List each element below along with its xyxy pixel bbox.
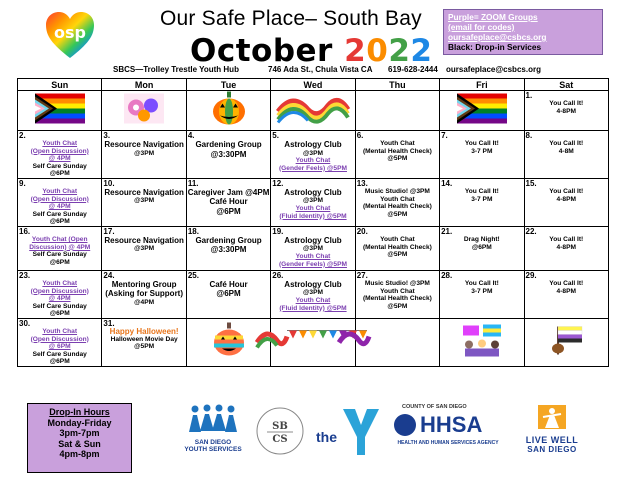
- event-list: [18, 179, 101, 226]
- event-text: @5PM: [387, 210, 408, 218]
- weekday-thu: Thu: [355, 79, 439, 91]
- zoom-event-text[interactable]: Discussion) @ 4PM: [29, 243, 91, 251]
- day-cell: [271, 270, 355, 318]
- event-text: Self Care Sunday: [32, 350, 87, 358]
- event-list: [356, 271, 439, 310]
- sdys-line2: YOUTH SERVICES: [184, 446, 242, 453]
- day-cell: [355, 131, 439, 179]
- event-list: [356, 179, 439, 218]
- day-cell: [524, 131, 608, 179]
- event-text: Self Care Sunday: [32, 162, 87, 170]
- pride-crowd-image: [457, 323, 507, 362]
- holiday-text: Happy Halloween!: [109, 326, 179, 336]
- event-text: @3PM: [134, 245, 155, 253]
- event-text: 3-7 PM: [471, 287, 493, 295]
- week-row: [18, 226, 609, 270]
- event-text: Astrology Club: [284, 279, 342, 289]
- event-text: @3:30PM: [210, 245, 247, 255]
- event-text: @6PM: [49, 258, 70, 266]
- event-text: 4-8PM: [556, 287, 576, 295]
- zoom-event-text[interactable]: (Open Discussion): [30, 287, 89, 295]
- ymca-logo: [313, 407, 383, 457]
- org-title: Our Safe Place– South Bay: [160, 7, 422, 30]
- calendar-grid: [17, 78, 609, 367]
- event-text: Mentoring Group: [111, 279, 177, 289]
- event-list: [525, 179, 608, 203]
- year-digit: 2: [410, 33, 433, 69]
- day-cell: [355, 226, 439, 270]
- event-text: Astrology Club: [284, 140, 342, 149]
- day-number: 13.: [356, 178, 368, 188]
- event-list: [271, 227, 354, 268]
- event-text: Astrology Club: [284, 187, 342, 197]
- day-number: 26.: [272, 270, 284, 280]
- event-text: You Call It!: [549, 235, 584, 243]
- event-text: @5PM: [387, 251, 408, 259]
- day-cell: [18, 131, 102, 179]
- event-text: 4-8M: [558, 147, 574, 155]
- day-cell: [186, 270, 270, 318]
- day-number: 20.: [356, 226, 368, 236]
- day-cell: [440, 131, 524, 179]
- event-text: @3PM: [134, 149, 155, 157]
- zoom-event-text[interactable]: (Open Discussion): [30, 335, 89, 343]
- zoom-event-text[interactable]: @ 4PM: [48, 203, 71, 211]
- progress-pride-flag-image: [457, 93, 507, 128]
- sbcs-logo: [255, 403, 305, 461]
- zoom-event-text[interactable]: Youth Chat: [42, 327, 78, 335]
- day-cell: [102, 178, 186, 226]
- event-text: (Mental Health Check): [362, 147, 432, 155]
- event-text: You Call It!: [464, 187, 499, 195]
- legend-box: [443, 9, 603, 55]
- event-text: You Call It!: [464, 140, 499, 147]
- zoom-event-text[interactable]: (Fluid Identity) @5PM: [279, 212, 347, 220]
- month-word: October: [190, 33, 333, 69]
- event-list: [102, 319, 185, 351]
- day-number: 30.: [19, 318, 31, 328]
- day-number: 27.: [356, 270, 368, 280]
- event-text: You Call It!: [549, 279, 584, 287]
- dropin-title: Drop-In Hours: [49, 407, 110, 417]
- day-cell: [186, 131, 270, 179]
- event-list: [187, 131, 270, 159]
- event-text: 4-8PM: [556, 107, 576, 115]
- ymca-y-icon: [341, 407, 381, 457]
- month-title: [190, 33, 432, 69]
- art-cell: [18, 91, 102, 131]
- weekday-mon: Mon: [102, 79, 186, 91]
- event-text: Youth Chat: [380, 195, 415, 203]
- event-text: Self Care Sunday: [32, 251, 87, 259]
- day-cell: [18, 318, 102, 366]
- day-cell: [186, 178, 270, 226]
- event-list: [102, 227, 185, 253]
- event-text: @3PM: [302, 289, 323, 297]
- event-list: [18, 319, 101, 366]
- event-text: Café Hour: [209, 279, 248, 289]
- progress-pride-flag-image: [35, 93, 85, 128]
- event-list: [102, 131, 185, 157]
- day-number: 3.: [103, 131, 111, 140]
- weekday-wed: Wed: [271, 79, 355, 91]
- event-list: [18, 131, 101, 178]
- week-row: [18, 270, 609, 318]
- day-number: 7.: [441, 131, 448, 140]
- dropin-line2: 3pm-7pm: [59, 428, 100, 438]
- day-number: 18.: [187, 226, 199, 236]
- event-text: Gardening Group: [195, 235, 262, 245]
- event-text: @6PM: [49, 170, 70, 178]
- event-text: @6PM: [216, 206, 241, 216]
- event-text: Music Studio! @3PM: [364, 187, 430, 195]
- event-text: Café Hour: [209, 197, 248, 207]
- legend-dropin: Black: Drop-in Services: [448, 42, 542, 52]
- event-text: @4PM: [134, 298, 155, 306]
- day-cell: [440, 270, 524, 318]
- event-list: [440, 131, 523, 155]
- weekday-tue: Tue: [186, 79, 270, 91]
- art-cell: [271, 318, 355, 366]
- event-text: @3:30PM: [210, 149, 247, 159]
- event-text: 3-7 PM: [471, 147, 493, 155]
- week-row: [18, 131, 609, 179]
- day-number: 10.: [103, 178, 115, 188]
- event-list: [440, 227, 523, 251]
- event-list: [525, 131, 608, 155]
- day-cell: [355, 270, 439, 318]
- zoom-event-text[interactable]: Youth Chat: [295, 297, 331, 305]
- day-number: 29.: [525, 270, 537, 280]
- sbcs-top: SB: [272, 421, 288, 432]
- event-text: @6PM: [471, 243, 492, 251]
- day-cell: [102, 318, 186, 366]
- event-text: Youth Chat: [380, 287, 415, 295]
- event-list: [18, 271, 101, 318]
- year-digit: 2: [388, 33, 411, 69]
- weekday-sat: Sat: [524, 79, 608, 91]
- zoom-event-text[interactable]: (Open Discussion): [30, 147, 89, 155]
- day-number: 14.: [441, 178, 453, 188]
- art-cell: [355, 318, 439, 366]
- event-text: Halloween Movie Day: [110, 335, 178, 343]
- site-name: SBCS—Trolley Trestle Youth Hub: [113, 65, 239, 74]
- event-list: [525, 271, 608, 295]
- day-number: 6.: [356, 131, 364, 140]
- phone: 619-628-2444: [388, 65, 438, 74]
- zoom-event-text[interactable]: @ 4PM: [48, 295, 71, 303]
- art-cell: [102, 91, 186, 131]
- art-cell: [524, 318, 608, 366]
- year-digit: 0: [366, 33, 389, 69]
- zoom-event-text[interactable]: Youth Chat: [295, 253, 331, 261]
- event-text: Resource Navigation: [104, 235, 184, 245]
- zoom-event-text[interactable]: Youth Chat: [295, 157, 331, 165]
- event-list: [18, 227, 101, 266]
- psychedelic-art-image: [124, 93, 164, 128]
- dropin-hours-box: [27, 403, 132, 473]
- day-cell: [271, 131, 355, 179]
- event-text: @3PM: [302, 245, 323, 253]
- event-text: (Mental Health Check): [362, 295, 432, 303]
- sdys-line1: SAN DIEGO: [194, 439, 232, 446]
- sdys-logo: [178, 404, 248, 453]
- event-list: [102, 179, 185, 205]
- zoom-event-text[interactable]: (Gender Feels) @5PM: [278, 260, 347, 268]
- zoom-event-text[interactable]: (Fluid Identity) @5PM: [279, 304, 347, 312]
- week-row: [18, 178, 609, 226]
- legend-zoom: Purple= ZOOM Groups: [448, 12, 538, 22]
- day-number: 24.: [103, 270, 115, 280]
- event-text: @6PM: [49, 310, 70, 318]
- event-text: You Call It!: [549, 140, 584, 147]
- event-text: Music Studio! @3PM: [364, 279, 430, 287]
- zoom-event-text[interactable]: Youth Chat: [42, 279, 78, 287]
- nonbinary-flag-hand-image: [546, 323, 586, 362]
- event-text: Self Care Sunday: [32, 302, 87, 310]
- year: [344, 33, 432, 69]
- event-list: [187, 271, 270, 299]
- rainbow-pumpkin-2-image: [212, 322, 246, 363]
- event-text: @3PM: [302, 197, 323, 205]
- livewell-icon: [537, 404, 567, 430]
- day-cell: [18, 270, 102, 318]
- event-text: Resource Navigation: [104, 187, 184, 197]
- weekday-fri: Fri: [440, 79, 524, 91]
- zoom-event-text[interactable]: @ 4PM: [48, 155, 71, 163]
- zoom-event-text[interactable]: @ 6PM: [48, 343, 71, 351]
- event-list: [440, 179, 523, 203]
- day-number: 19.: [272, 226, 284, 236]
- zoom-event-text[interactable]: Youth Chat (Open: [31, 235, 88, 243]
- event-list: [525, 91, 608, 115]
- event-text: (Mental Health Check): [362, 243, 432, 251]
- day-cell: [271, 226, 355, 270]
- legend-email[interactable]: oursafeplace@csbcs.org: [448, 32, 547, 42]
- event-list: [271, 131, 354, 172]
- county-seal-icon: [394, 414, 416, 436]
- event-text: (Asking for Support): [105, 289, 184, 299]
- art-cell: [440, 91, 524, 131]
- event-text: Drag Night!: [463, 235, 500, 243]
- dropin-line3: Sat & Sun: [58, 438, 101, 449]
- event-list: [187, 179, 270, 217]
- day-number: 4.: [187, 131, 195, 140]
- zoom-event-text[interactable]: Youth Chat: [42, 187, 78, 195]
- event-list: [440, 271, 523, 295]
- event-text: 4-8PM: [556, 243, 576, 251]
- event-text: @3PM: [302, 149, 323, 157]
- day-cell: [440, 178, 524, 226]
- week-row: [18, 318, 609, 366]
- zoom-event-text[interactable]: (Open Discussion): [30, 195, 89, 203]
- day-number: 28.: [441, 270, 453, 280]
- event-text: Youth Chat: [380, 235, 415, 243]
- day-number: 16.: [19, 226, 31, 236]
- address: 746 Ada St., Chula Vista CA: [268, 65, 373, 74]
- day-number: 9.: [19, 178, 26, 188]
- art-cell: [271, 91, 355, 131]
- hhsa-sub: HEALTH AND HUMAN SERVICES AGENCY: [397, 440, 499, 446]
- day-cell: [355, 178, 439, 226]
- event-text: You Call It!: [464, 279, 499, 287]
- day-number: 5.: [272, 131, 279, 140]
- event-list: [525, 227, 608, 251]
- zoom-event-text[interactable]: Youth Chat: [42, 140, 78, 147]
- day-number: 25.: [187, 270, 199, 280]
- event-text: (Mental Health Check): [362, 203, 432, 211]
- event-text: Astrology Club: [284, 235, 342, 245]
- rainbow-pumpkin-image: [211, 90, 247, 131]
- event-text: @6PM: [49, 358, 70, 366]
- day-number: 1.: [525, 91, 533, 100]
- week-row: [18, 91, 609, 131]
- event-text: @5PM: [134, 343, 155, 351]
- weekday-sun: Sun: [18, 79, 102, 91]
- event-text: Gardening Group: [195, 140, 262, 149]
- event-list: [356, 131, 439, 163]
- weekday-header: [18, 79, 609, 91]
- event-list: [356, 227, 439, 259]
- day-number: 21.: [441, 226, 453, 236]
- dropin-line4: 4pm-8pm: [59, 449, 100, 459]
- event-text: Resource Navigation: [104, 140, 184, 149]
- sbcs-bottom: CS: [272, 434, 288, 445]
- livewell-line1: LIVE WELL: [525, 435, 579, 445]
- art-cell: [440, 318, 524, 366]
- zoom-event-text[interactable]: Youth Chat: [295, 205, 331, 213]
- livewell-line2: SAN DIEGO: [527, 445, 577, 454]
- day-number: 12.: [272, 178, 284, 188]
- day-cell: [102, 131, 186, 179]
- rainbow-face-banner-image: [273, 91, 353, 130]
- event-list: [102, 271, 185, 307]
- event-text: @5PM: [387, 302, 408, 310]
- day-cell: [102, 270, 186, 318]
- event-list: [187, 227, 270, 255]
- zoom-event-text[interactable]: (Gender Feels) @5PM: [278, 164, 347, 172]
- osp-logo: [44, 10, 96, 60]
- art-cell: [186, 91, 270, 131]
- day-cell: [186, 226, 270, 270]
- logo-text: osp: [54, 23, 86, 42]
- day-cell: [440, 226, 524, 270]
- event-list: [271, 179, 354, 220]
- day-cell: [524, 270, 608, 318]
- event-text: Caregiver Jam @4PM: [187, 187, 270, 197]
- day-number: 11.: [187, 178, 199, 188]
- art-cell: [355, 91, 439, 131]
- day-cell: [18, 178, 102, 226]
- event-text: You Call It!: [549, 187, 584, 195]
- event-text: @6PM: [216, 289, 241, 299]
- event-text: @5PM: [387, 155, 408, 163]
- day-number: 31.: [103, 318, 115, 328]
- email[interactable]: oursafeplace@csbcs.org: [446, 65, 541, 74]
- event-text: Self Care Sunday: [32, 210, 87, 218]
- people-icon: [183, 404, 243, 434]
- day-cell: [524, 226, 608, 270]
- day-number: 8.: [525, 131, 533, 140]
- day-cell: [524, 91, 608, 131]
- event-list: [271, 271, 354, 312]
- hhsa-big: HHSA: [420, 412, 483, 437]
- day-cell: [271, 178, 355, 226]
- day-number: 23.: [19, 270, 31, 280]
- ymca-the: the: [316, 429, 337, 445]
- day-number: 2.: [19, 131, 26, 140]
- event-text: Youth Chat: [380, 140, 415, 147]
- day-number: 22.: [525, 226, 537, 236]
- hhsa-county: COUNTY OF SAN DIEGO: [402, 404, 467, 410]
- day-cell: [524, 178, 608, 226]
- hhsa-logo: [392, 404, 504, 456]
- day-cell: [18, 226, 102, 270]
- day-number: 17.: [103, 226, 115, 236]
- event-text: 3-7 PM: [471, 195, 493, 203]
- livewell-logo: [512, 404, 592, 460]
- legend-email-note: (email for codes): [448, 22, 515, 32]
- day-cell: [102, 226, 186, 270]
- event-text: @3PM: [134, 197, 155, 205]
- event-text: @6PM: [49, 218, 70, 226]
- dropin-line1: Monday-Friday: [47, 417, 112, 428]
- year-digit: 2: [344, 33, 367, 69]
- event-text: You Call It!: [549, 100, 584, 107]
- day-number: 15.: [525, 178, 537, 188]
- event-text: 4-8PM: [556, 195, 576, 203]
